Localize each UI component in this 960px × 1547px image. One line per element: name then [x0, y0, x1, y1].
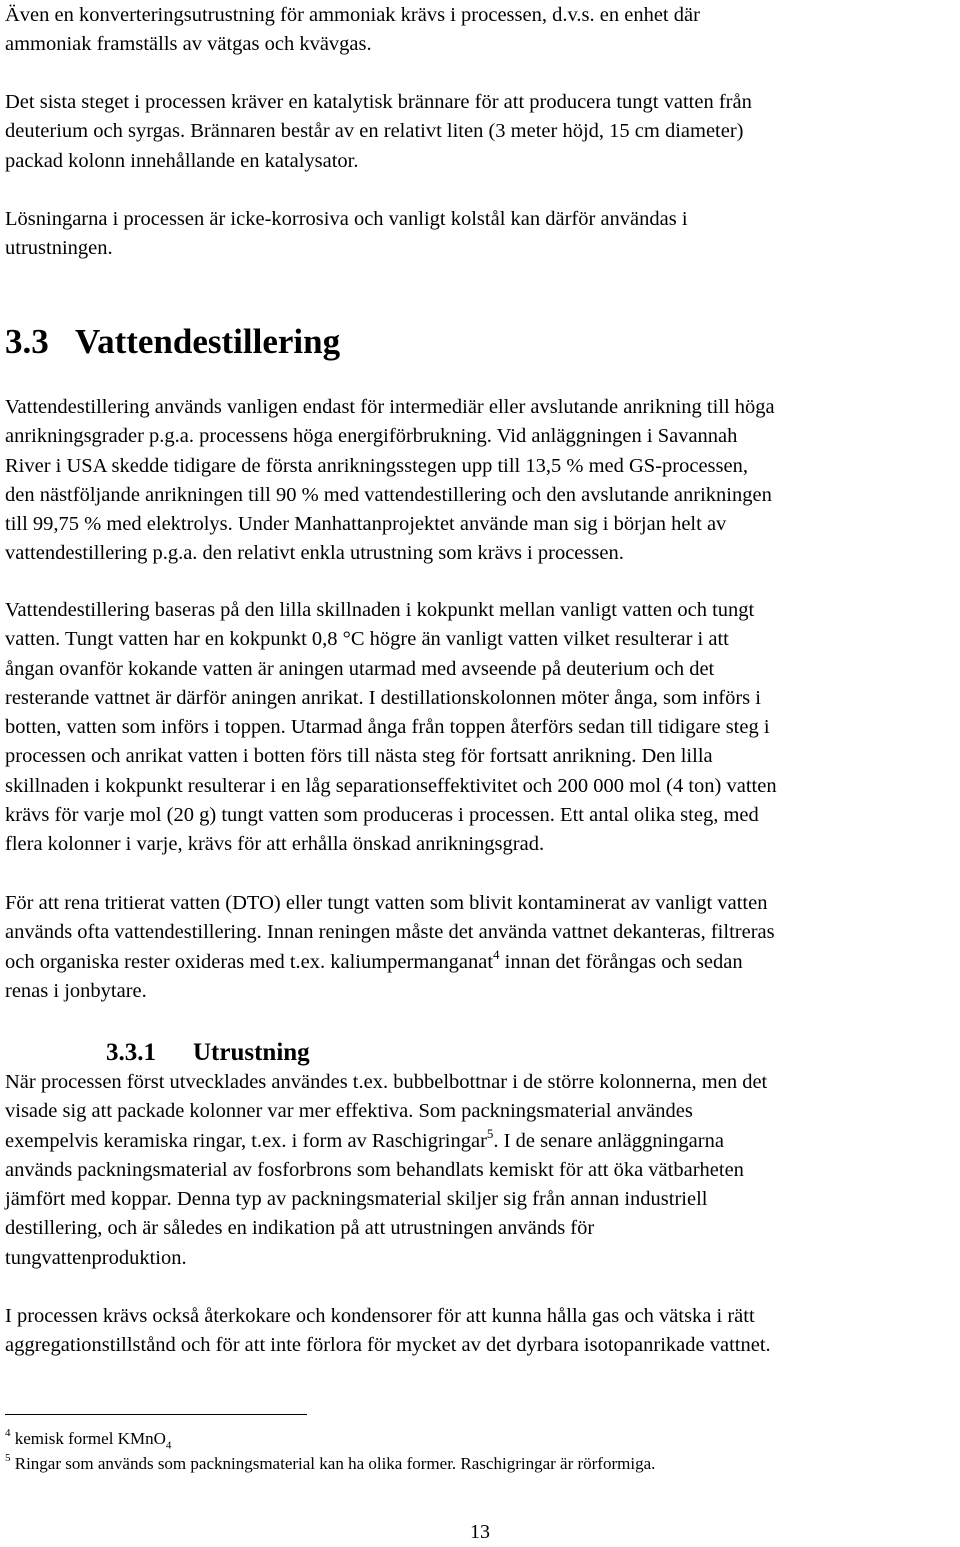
footnote-mark: 4: [5, 1427, 11, 1440]
text-line: För att rena tritierat vatten (DTO) eller tungt vatten som blivit kontaminerat av vanligt vatten: [5, 892, 768, 914]
paragraph-ammonia-conversion: [5, 1, 955, 60]
paragraph-water-distillation-intro: [5, 393, 955, 569]
text-line: När processen först utvecklades användes t.ex. bubbelbottnar i de större kolonnerna, men det: [5, 1071, 768, 1093]
text-line: resterande vattnet är därför aningen anrikat. I destillationskolonnen möter ånga, som införs i: [5, 686, 761, 709]
text-line: processen och anrikat vatten i botten förs till nästa steg för fortsatt anrikning. Den lilla: [5, 745, 713, 768]
subsection-heading-utrustning: [106, 1036, 310, 1070]
text-line: packad kolonn innehållande en katalysator.: [5, 149, 359, 172]
text-line: vattendestillering p.g.a. den relativt enkla utrustning som krävs i processen.: [5, 542, 624, 565]
paragraph-boiling-point: [5, 596, 955, 860]
paragraph-equipment: [5, 1068, 955, 1273]
text-line: [5, 1127, 955, 1156]
footnote-5: [5, 1453, 655, 1475]
text-fragment: exempelvis keramiska ringar, t.ex. i form av Raschigringar: [5, 1129, 487, 1152]
section-heading-vattendestillering: [5, 320, 340, 364]
text-line: Vattendestillering används vanligen endast för intermediär eller avslutande anrikning till höga: [5, 396, 775, 418]
footnote-text: kemisk formel KMnO: [10, 1429, 166, 1448]
text-line: jämfört med koppar. Denna typ av packningsmaterial skiljer sig från annan industriell: [5, 1188, 708, 1211]
text-line: Lösningarna i processen är icke-korrosiva och vanligt kolstål kan därför användas i: [5, 208, 688, 230]
text-fragment: . I de senare anläggningarna: [493, 1129, 724, 1152]
text-line: Det sista steget i processen kräver en katalytisk brännare för att producera tungt vatten från: [5, 91, 752, 113]
footnote-mark: 5: [5, 1452, 11, 1465]
text-line: krävs för varje mol (20 g) tungt vatten som produceras i processen. Ett antal olika steg, med: [5, 804, 759, 827]
text-line: ammoniak framställs av vätgas och kvävgas.: [5, 33, 372, 56]
text-line: I processen krävs också återkokare och kondensorer för att kunna hålla gas och vätska i rätt: [5, 1305, 755, 1327]
text-line: till 99,75 % med elektrolys. Under Manhattanprojektet använde man sig i början helt av: [5, 513, 727, 536]
subsection-number: 3.3.1: [106, 1039, 156, 1066]
text-line: tungvattenproduktion.: [5, 1246, 187, 1269]
text-line: River i USA skedde tidigare de första anrikningsstegen upp till 13,5 % med GS-processen,: [5, 454, 748, 477]
text-line: deuterium och syrgas. Brännaren består av en relativt liten (3 meter höjd, 15 cm diameter): [5, 120, 744, 143]
footnote-separator: [5, 1414, 307, 1415]
text-line: vatten. Tungt vatten har en kokpunkt 0,8 °C högre än vanligt vatten vilket resulterar i att: [5, 628, 729, 651]
subscript: 4: [165, 1439, 172, 1452]
subsection-title: Utrustning: [193, 1039, 310, 1066]
paragraph-tritiated-water: [5, 889, 955, 1006]
text-line: används packningsmaterial av fosforbrons som behandlats kemiskt för att öka vätbarheten: [5, 1158, 744, 1181]
footnote-text: Ringar som används som packningsmaterial kan ha olika former. Raschigringar är rörformiga.: [10, 1454, 656, 1473]
text-line: Vattendestillering baseras på den lilla skillnaden i kokpunkt mellan vanligt vatten och tungt: [5, 599, 755, 621]
text-line: [5, 948, 955, 977]
section-number: 3.3: [5, 322, 49, 361]
page-number: 13: [470, 1521, 490, 1543]
text-line: anrikningsgrader p.g.a. processens höga energiförbrukning. Vid anläggningen i Savannah: [5, 425, 738, 448]
text-line: den nästföljande anrikningen till 90 % med vattendestillering och den avslutande anrikningen: [5, 483, 772, 506]
text-line: visade sig att packade kolonner var mer effektiva. Som packningsmaterial användes: [5, 1100, 693, 1123]
text-line: destillering, och är således en indikation på att utrustningen används för: [5, 1217, 595, 1240]
footnote-ref-4: 4: [493, 946, 500, 962]
text-line: renas i jonbytare.: [5, 979, 147, 1002]
section-title: Vattendestillering: [75, 322, 341, 361]
text-line: botten, vatten som införs i toppen. Utarmad ånga från toppen återförs sedan till tidigare steg i: [5, 716, 770, 739]
paragraph-non-corrosive: [5, 205, 955, 264]
text-fragment: innan det förångas och sedan: [499, 950, 743, 973]
paragraph-catalytic-burner: [5, 88, 955, 176]
text-line: skillnaden i kokpunkt resulterar i en låg separationseffektivitet och 200 000 mol (4 ton) vatten: [5, 774, 777, 797]
text-line: flera kolonner i varje, krävs för att erhålla önskad anrikningsgrad.: [5, 833, 545, 856]
text-line: ångan ovanför kokande vatten är aningen utarmad med avseende på deuterium och det: [5, 657, 715, 680]
paragraph-reboilers: [5, 1302, 955, 1361]
text-line: aggregationstillstånd och för att inte förlora för mycket av det dyrbara isotopanrikade vattnet.: [5, 1334, 771, 1357]
text-fragment: och organiska rester oxideras med t.ex. kaliumpermanganat: [5, 950, 494, 973]
text-line: utrustningen.: [5, 237, 113, 260]
text-line: Även en konverteringsutrustning för ammoniak krävs i processen, d.v.s. en enhet där: [5, 4, 700, 26]
text-line: används ofta vattendestillering. Innan reningen måste det använda vattnet dekanteras, filtreras: [5, 921, 775, 944]
footnote-4: [5, 1428, 171, 1450]
footnote-ref-5: 5: [486, 1125, 494, 1141]
